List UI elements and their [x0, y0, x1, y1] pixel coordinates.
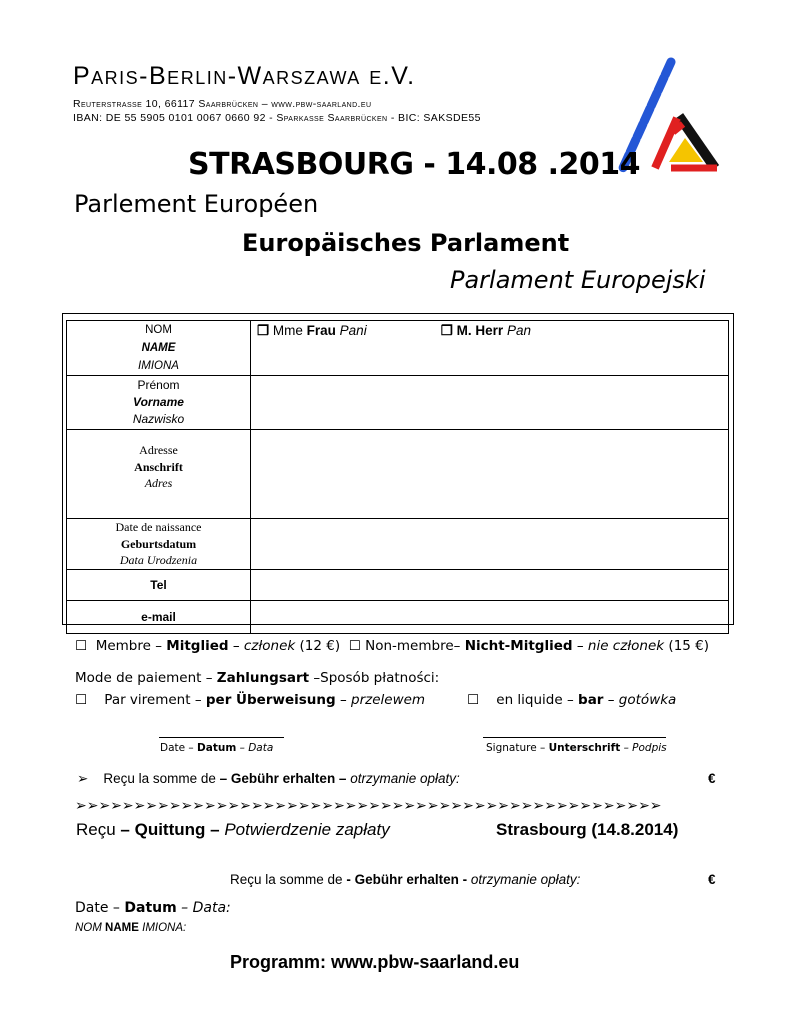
label-address-fr: Adresse [139, 443, 178, 457]
label-tel: Tel [67, 570, 251, 601]
non-member-label-de: Nicht-Mitglied [464, 638, 573, 654]
label-birth-date-fr: Date de naissance [115, 520, 202, 534]
first-name-field[interactable] [251, 376, 729, 430]
received-label-pl: otrzymanie opłaty: [350, 771, 460, 786]
receipt-sum-line [230, 872, 580, 887]
tel-field[interactable] [251, 570, 729, 601]
non-member-checkbox[interactable] [349, 638, 361, 654]
event-title: STRASBOURG - 14.08 .2014 [188, 147, 641, 182]
mme-label-pl: Pani [339, 323, 367, 338]
transfer-label-fr: Par virement – [104, 692, 202, 708]
payment-label-de: Zahlungsart [216, 670, 310, 686]
signature-caption [486, 742, 667, 754]
payment-transfer-option[interactable] [75, 692, 425, 708]
receipt-currency: € [708, 872, 716, 887]
label-address [67, 430, 251, 519]
member-checkbox[interactable] [75, 638, 87, 654]
arrow-bullet-icon: ➢ [77, 771, 89, 786]
label-name [67, 321, 251, 376]
received-line [77, 771, 460, 787]
herr-label-de: Herr [475, 323, 504, 338]
cut-line-divider: ➢➢➢➢➢➢➢➢➢➢➢➢➢➢➢➢➢➢➢➢➢➢➢➢➢➢➢➢➢➢➢➢➢➢➢➢➢➢➢➢➢➢➢➢➢➢➢➢➢➢ [75, 797, 662, 813]
receipt-date-de: Datum [124, 900, 177, 916]
date-line[interactable] [159, 737, 284, 738]
date-caption-de: Datum [197, 742, 237, 754]
label-first-name-de: Vorname [133, 395, 184, 409]
transfer-label-pl: – przelewem [339, 692, 426, 708]
cash-label-pl: – gotówka [607, 692, 677, 708]
signature-caption-fr: Signature – [486, 742, 546, 754]
date-caption [160, 742, 273, 754]
payment-label [75, 670, 439, 686]
signature-line[interactable] [483, 737, 666, 738]
label-birth-date-pl: Data Urodzenia [119, 553, 198, 567]
organization-address: Reuterstrasse 10, 66117 Saarbrücken – www.pbw-saarland.eu [73, 98, 372, 110]
label-name-fr: NOM [145, 324, 172, 336]
membership-row [75, 638, 709, 654]
non-member-checkbox-icon: ☐ [348, 638, 361, 654]
venue-french: Parlement Européen [74, 190, 319, 218]
transfer-label-de: per Überweisung [205, 692, 336, 708]
receipt-title-pl: Potwierdzenie zapłaty [224, 820, 390, 839]
label-email: e-mail [67, 601, 251, 634]
email-field[interactable] [251, 601, 729, 634]
label-birth-date [67, 519, 251, 570]
mme-checkbox[interactable] [257, 323, 437, 339]
herr-checkbox-icon: ❒ [440, 323, 453, 338]
date-caption-fr: Date – [160, 742, 194, 754]
receipt-title [76, 820, 390, 840]
receipt-name-pl: IMIONA: [142, 922, 187, 934]
cash-label-de: bar [578, 692, 604, 708]
receipt-date-pl: – Data: [181, 900, 231, 916]
payment-label-pl: –Sposób płatności: [313, 670, 440, 686]
registration-form [66, 320, 729, 634]
label-first-name-pl: Nazwisko [132, 412, 185, 426]
label-address-pl: Adres [144, 476, 173, 490]
signature-caption-pl: – Podpis [623, 742, 667, 754]
transfer-checkbox-icon: ☐ [75, 692, 88, 708]
label-first-name [67, 376, 251, 430]
received-label-de: – Gebühr erhalten – [219, 771, 347, 786]
herr-label-pl: Pan [506, 323, 531, 338]
venue-german: Europäisches Parlament [242, 229, 570, 257]
mme-checkbox-icon: ❒ [257, 323, 270, 338]
date-caption-pl: – Data [239, 742, 274, 754]
mme-label-de: Frau [306, 323, 336, 338]
cash-checkbox-icon: ☐ [467, 692, 480, 708]
non-member-price: (15 €) [668, 638, 710, 654]
herr-checkbox[interactable] [441, 323, 531, 338]
non-member-label-pl: – nie członek [576, 638, 665, 654]
label-name-pl: IMIONA [138, 360, 179, 372]
signature-caption-de: Unterschrift [548, 742, 621, 754]
receipt-sum-pl: otrzymanie opłaty: [470, 872, 581, 887]
receipt-name [75, 922, 186, 934]
receipt-date-fr: Date – [75, 900, 120, 916]
label-first-name-fr: Prénom [137, 378, 180, 392]
organization-name: Paris-Berlin-Warszawa e.V. [73, 62, 416, 90]
receipt-name-de: NAME [105, 922, 139, 934]
receipt-title-fr: Reçu [76, 820, 116, 839]
member-label-fr: Membre – [95, 638, 162, 654]
receipt-title-de: – Quittung – [120, 820, 220, 839]
member-label-pl: – członek [232, 638, 296, 654]
member-checkbox-icon: ☐ [75, 638, 88, 654]
receipt-sum-de: - Gebühr erhalten - [346, 872, 468, 887]
mme-label-fr: Mme [272, 323, 303, 338]
receipt-date [75, 900, 231, 916]
payment-label-fr: Mode de paiement – [75, 670, 213, 686]
bank-details: IBAN: DE 55 5905 0101 0067 0660 92 - Sparkasse Saarbrücken - BIC: SAKSDE55 [73, 112, 481, 124]
label-name-de: NAME [141, 342, 176, 354]
member-price: (12 €) [299, 638, 341, 654]
received-currency: € [708, 771, 716, 786]
address-field[interactable] [251, 430, 729, 519]
salutation-cell [251, 321, 729, 376]
receipt-place-date: Strasbourg (14.8.2014) [496, 820, 679, 839]
program-link[interactable]: Programm: www.pbw-saarland.eu [230, 952, 520, 972]
cash-label-fr: en liquide – [496, 692, 574, 708]
label-birth-date-de: Geburtsdatum [120, 536, 197, 551]
label-address-de: Anschrift [134, 459, 183, 474]
member-label-de: Mitglied [166, 638, 229, 654]
receipt-sum-fr: Reçu la somme de [230, 872, 343, 887]
receipt-name-fr: NOM [75, 922, 102, 934]
venue-polish: Parlament Europejski [450, 266, 706, 294]
birth-date-field[interactable] [251, 519, 729, 570]
received-label-fr: Reçu la somme de [103, 771, 216, 786]
herr-label-fr: M. [456, 323, 472, 338]
payment-cash-option[interactable] [467, 692, 676, 708]
non-member-label-fr: Non-membre– [365, 638, 461, 654]
